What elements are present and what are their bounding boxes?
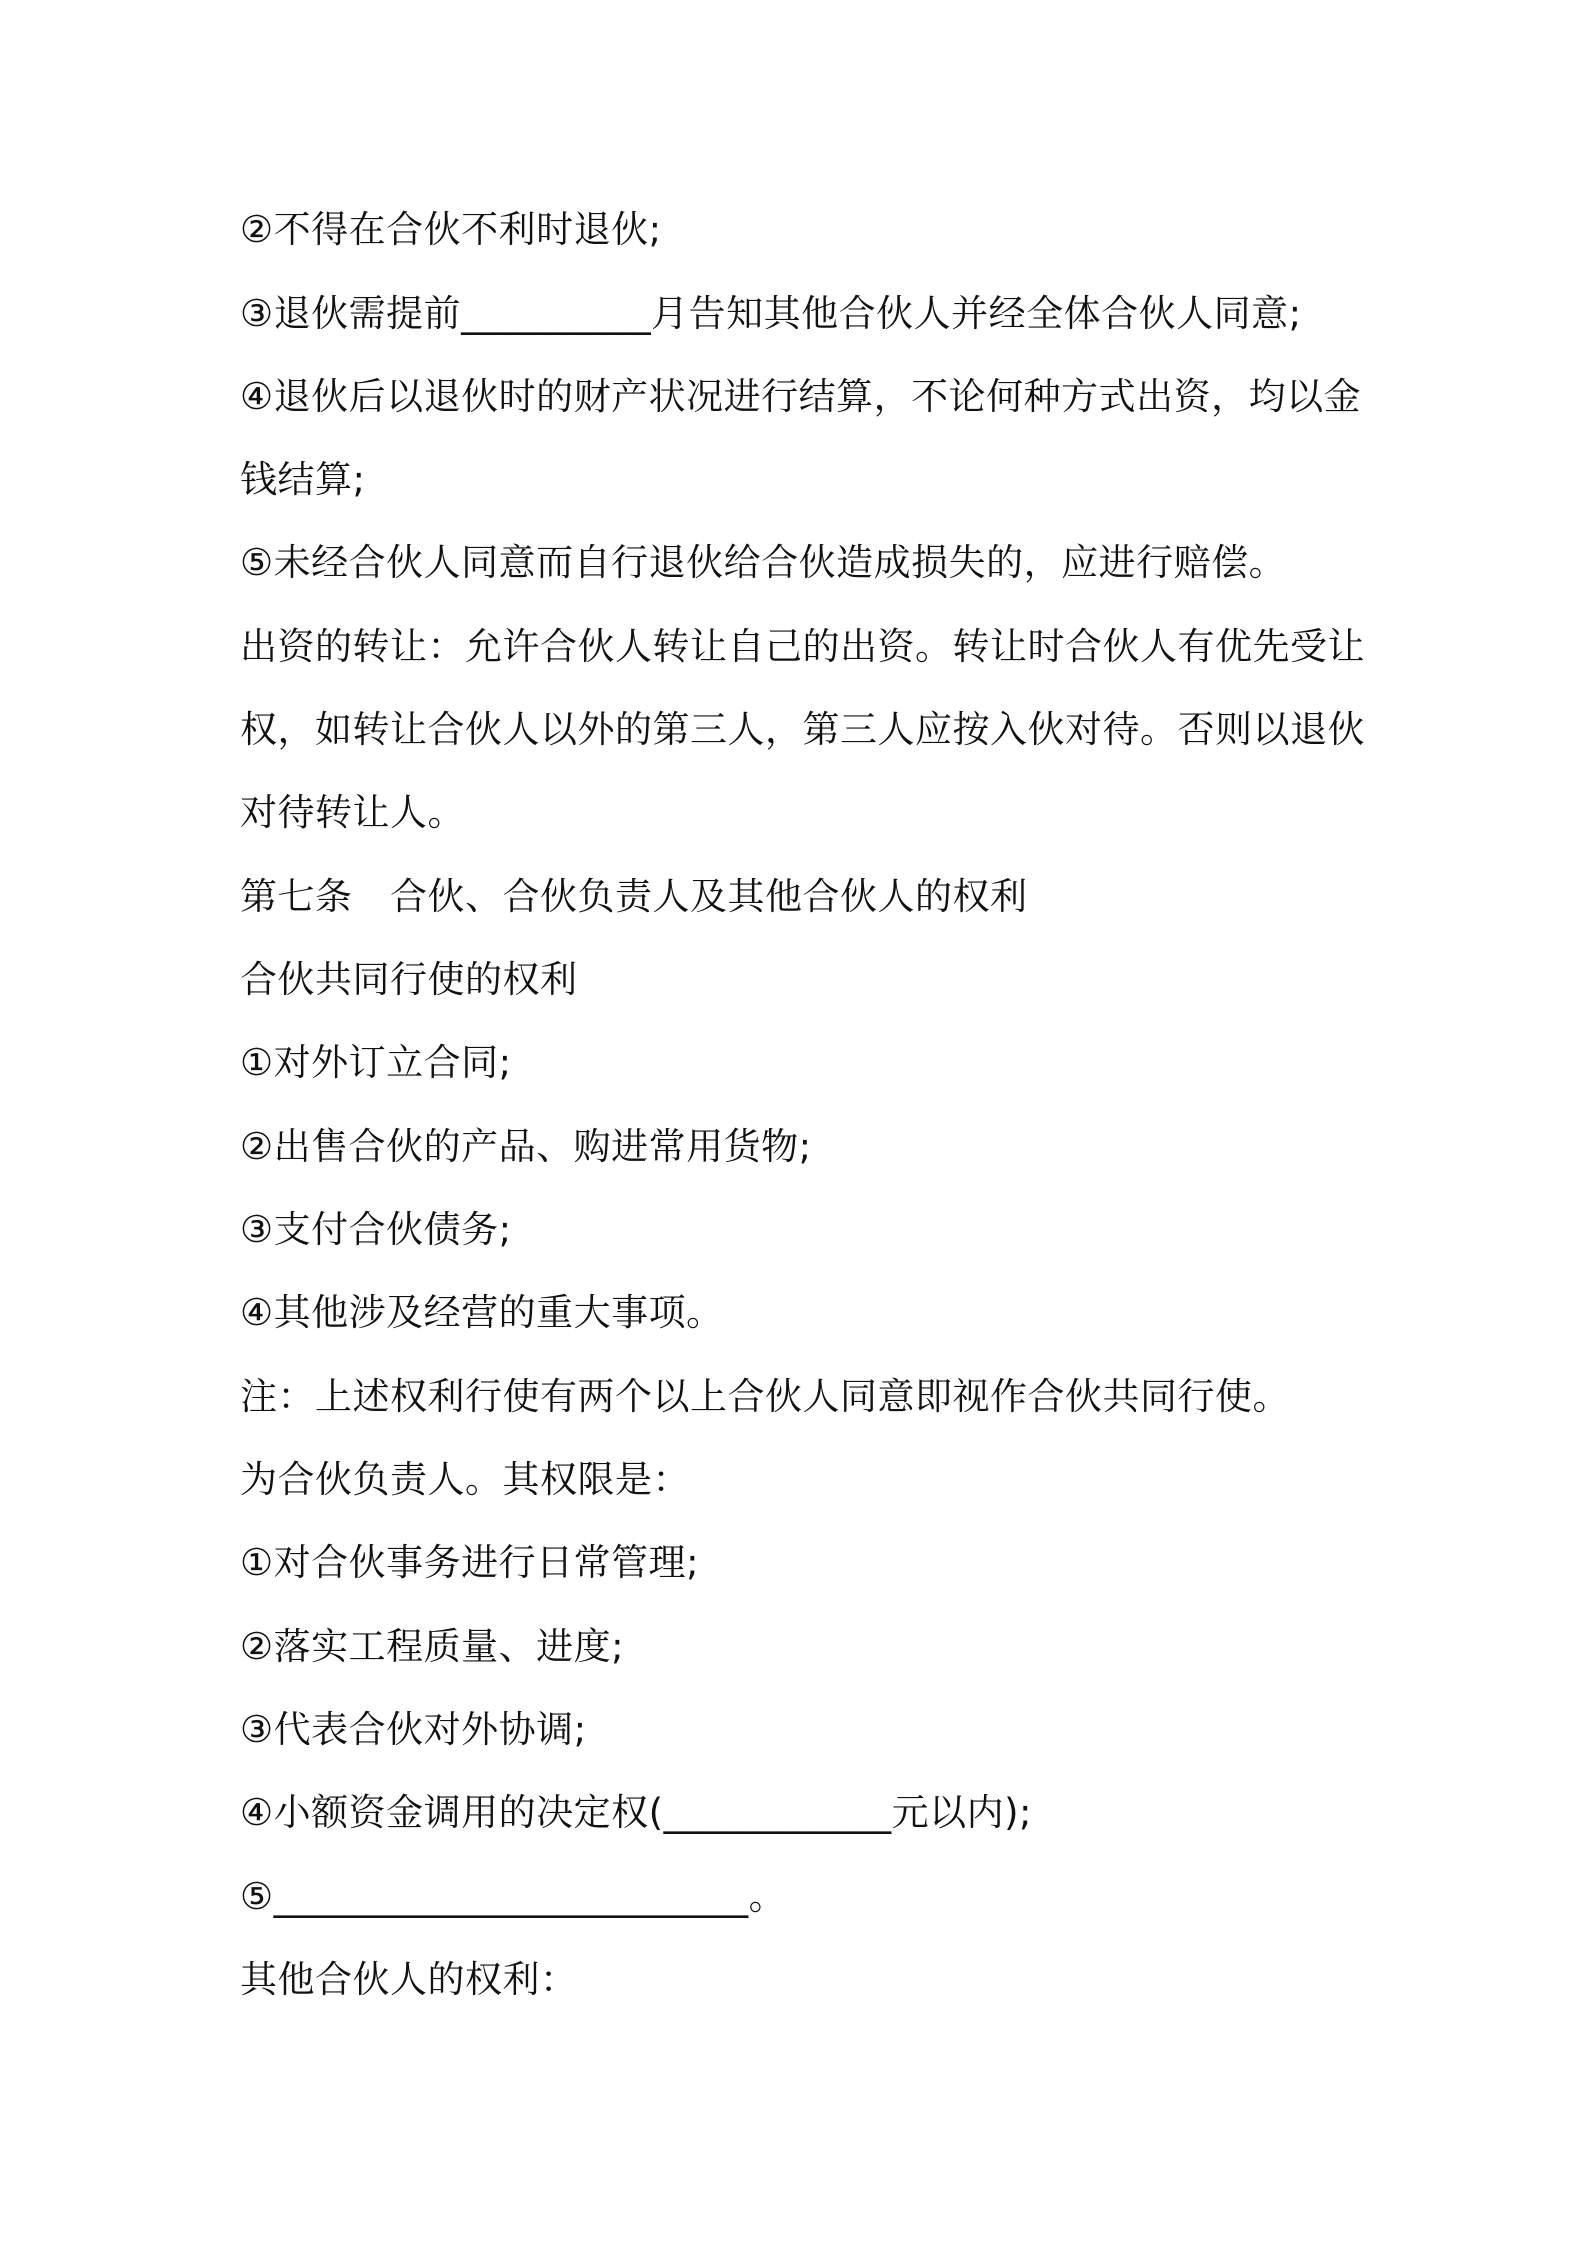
text-line: ①对外订立合同; bbox=[240, 1041, 512, 1084]
text-line: 合伙共同行使的权利 bbox=[240, 958, 578, 1001]
text-line: ④小额资金调用的决定权(____________元以内); bbox=[240, 1791, 1033, 1834]
text-line: 对待转让人。 bbox=[240, 791, 465, 834]
text-line: 其他合伙人的权利： bbox=[240, 1958, 578, 2001]
text-line: 出资的转让：允许合伙人转让自己的出资。转让时合伙人有优先受让 bbox=[240, 625, 1365, 668]
text-line: ⑤未经合伙人同意而自行退伙给合伙造成损失的，应进行赔偿。 bbox=[240, 541, 1287, 584]
text-line: ⑤_________________________。 bbox=[240, 1875, 787, 1918]
text-line: ③退伙需提前__________月告知其他合伙人并经全体合伙人同意; bbox=[240, 292, 1302, 335]
text-line: 注：上述权利行使有两个以上合伙人同意即视作合伙共同行使。 bbox=[240, 1375, 1290, 1418]
text-line: 权，如转让合伙人以外的第三人，第三人应按入伙对待。否则以退伙 bbox=[240, 708, 1365, 751]
text-line: 钱结算; bbox=[240, 458, 366, 501]
text-line: ④退伙后以退伙时的财产状况进行结算，不论何种方式出资，均以金 bbox=[240, 375, 1362, 418]
text-line: 为合伙负责人。其权限是： bbox=[240, 1458, 690, 1501]
text-line: ①对合伙事务进行日常管理; bbox=[240, 1541, 700, 1584]
text-line: ②出售合伙的产品、购进常用货物; bbox=[240, 1125, 812, 1168]
text-line: ④其他涉及经营的重大事项。 bbox=[240, 1291, 724, 1334]
section-heading: 第七条 合伙、合伙负责人及其他合伙人的权利 bbox=[240, 875, 1028, 918]
text-line: ③支付合伙债务; bbox=[240, 1208, 512, 1251]
text-line: ②不得在合伙不利时退伙; bbox=[240, 208, 662, 251]
text-line: ③代表合伙对外协调; bbox=[240, 1708, 587, 1751]
text-line: ②落实工程质量、进度; bbox=[240, 1625, 625, 1668]
